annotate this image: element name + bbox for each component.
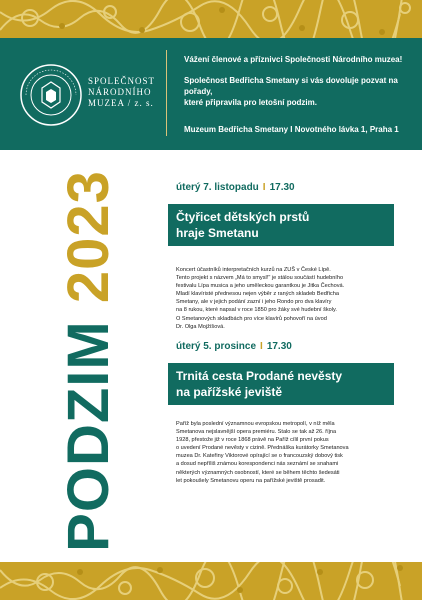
museum-seal-icon: [18, 62, 84, 128]
ornamental-band-bottom: [0, 562, 422, 600]
description-line: Koncert účastníků interpretačních kurzů na ZUŠ v České Lípě.: [176, 267, 331, 273]
event-title-line: na pařížské jeviště: [176, 385, 283, 399]
ornamental-band-top: [0, 0, 422, 38]
description-line: Smetanova nejslavnější opera premiéru. Stalo se tak až 26. října: [176, 429, 337, 436]
description-line: Dr. Olga Mojžíšová.: [176, 323, 225, 330]
society-logo: [18, 62, 156, 130]
description-line: a dosud nepříliš známou korespondenci nás seznámí se snahami: [176, 461, 339, 468]
description-line: Tento projekt s názvem „Má to smysl!" je stálou součástí hudebního: [176, 275, 344, 282]
description-line: festivalu Lípa musica a jeho uměleckou garantkou je Jitka Čechová.: [176, 283, 345, 290]
description-line: na 8 rukou, které napsal v roce 1850 pro žáky své hudební školy.: [176, 307, 337, 314]
description-line: 1928, přestože již v roce 1868 právě na Paříž cílil první pokus: [176, 437, 329, 444]
ornament-pattern-icon: [0, 0, 422, 38]
description-line: Mladí klavíristé přednesou nejen výběr z raných skladeb Bedřicha: [176, 291, 339, 298]
logo-line: NÁRODNÍHO: [88, 87, 152, 97]
greeting: Vážení členové a příznivci Společnosti Národního muzea!: [184, 55, 403, 64]
event-title-line: hraje Smetanu: [176, 226, 259, 240]
description-line: let pokoušely Smetanovu operu na pařížské jeviště prosadit.: [176, 477, 326, 484]
header: [0, 38, 422, 150]
description-line: muzea Dr. Kateřiny Viktorové opírající se o francouzský dobový tisk: [176, 453, 343, 460]
event-description: [176, 420, 384, 485]
event-description: [176, 266, 384, 331]
season-year: 2023: [56, 170, 121, 304]
event-title-line: Čtyřicet dětských prstů: [176, 210, 310, 224]
logo-line: SPOLEČNOST: [88, 76, 156, 86]
event-title-line: Trnitá cesta Prodané nevěsty: [176, 369, 343, 383]
logo-text: [88, 76, 155, 109]
description-line: o uvedení Prodané nevěsty v cizině. Přednáška kurátorky Smetanova: [176, 445, 349, 452]
logo-line: MUZEA / z. s.: [88, 98, 154, 108]
description-line: Smetany, ale v jejich podání zazní i jeho Rondo pro dva klavíry: [176, 299, 332, 306]
description-line: O Smetanových skladbách pro více klavírů pohovoří na úvod: [176, 315, 327, 322]
event-datetime: úterý 5. prosince I 17.30: [176, 341, 292, 352]
invitation: Společnost Bedřicha Smetany si vás dovoluje pozvat na pořady, které připravila pro letošní podzim.: [184, 76, 398, 107]
event-time: 17.30: [269, 182, 295, 193]
event-time: 17.30: [266, 341, 292, 352]
header-text: [184, 54, 414, 134]
header-divider: [166, 50, 167, 136]
event-datetime: úterý 7. listopadu I 17.30: [176, 182, 295, 193]
event-date: úterý 5. prosince: [176, 341, 257, 352]
event-title-box: [168, 204, 394, 246]
description-line: některých významných osobností, které se během těchto šedesáti: [176, 469, 340, 476]
event-date: úterý 7. listopadu: [176, 182, 259, 193]
ornament-pattern-icon: [0, 562, 422, 600]
season-title: [30, 166, 148, 556]
address: Muzeum Bedřicha Smetany I Novotného lávka 1, Praha 1: [184, 125, 399, 134]
season-word: PODZIM: [56, 320, 121, 552]
event-title-box: [168, 363, 394, 405]
description-line: Paříž byla poslední významnou evropskou metropolí, v níž měla: [176, 421, 335, 427]
